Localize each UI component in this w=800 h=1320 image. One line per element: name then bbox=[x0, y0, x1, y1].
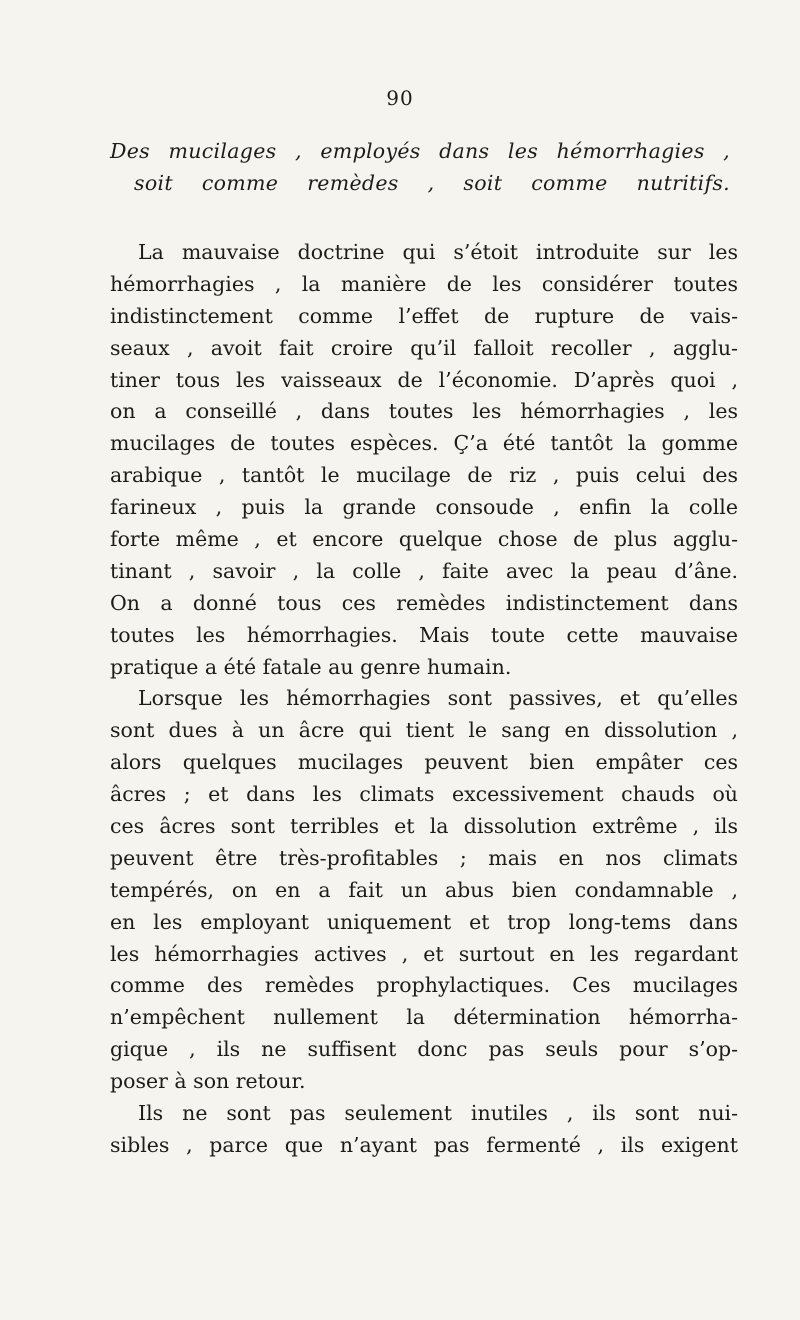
section-heading bbox=[110, 136, 730, 200]
text-line: toutes les hémorrhagies. Mais toute cette mauvaise bbox=[110, 622, 738, 647]
text-line: arabique , tantôt le mucilage de riz , puis celui des bbox=[110, 463, 738, 488]
text-line: n’empêchent nullement la détermination hémorrha- bbox=[110, 1005, 738, 1030]
text-line: farineux , puis la grande consoude , enfin la colle bbox=[110, 495, 738, 520]
text-line: tiner tous les vaisseaux de l’économie. D’après quoi , bbox=[110, 367, 738, 392]
text-line: poser à son retour. bbox=[110, 1069, 306, 1094]
text-line: on a conseillé , dans toutes les hémorrhagies , les bbox=[110, 399, 738, 424]
text-line: tinant , savoir , la colle , faite avec la peau d’âne. bbox=[110, 558, 738, 583]
heading-line: soit comme remèdes , soit comme nutritifs. bbox=[134, 170, 730, 195]
text-line: gique , ils ne suffisent donc pas seuls pour s’op- bbox=[110, 1037, 738, 1062]
text-line: mucilages de toutes espèces. Ç’a été tantôt la gomme bbox=[110, 431, 738, 456]
body-text bbox=[110, 237, 738, 1162]
text-line: pratique a été fatale au genre humain. bbox=[110, 654, 512, 679]
text-line: indistinctement comme l’effet de rupture de vais- bbox=[110, 303, 738, 328]
text-line: sibles , parce que n’ayant pas fermenté , ils exigent bbox=[110, 1132, 738, 1157]
text-line: La mauvaise doctrine qui s’étoit introduite sur les bbox=[138, 240, 738, 264]
text-line: en les employant uniquement et trop long-tems dans bbox=[110, 909, 738, 934]
text-line: forte même , et encore quelque chose de plus agglu- bbox=[110, 527, 738, 552]
text-line: alors quelques mucilages peuvent bien empâter ces bbox=[110, 750, 738, 775]
text-line: hémorrhagies , la manière de les considérer toutes bbox=[110, 271, 738, 296]
text-line: Ils ne sont pas seulement inutiles , ils sont nui- bbox=[138, 1101, 738, 1126]
text-line: tempérés, on en a fait un abus bien condamnable , bbox=[110, 877, 738, 902]
text-line: comme des remèdes prophylactiques. Ces mucilages bbox=[110, 973, 738, 998]
page-number: 90 bbox=[386, 86, 414, 110]
text-line: sont dues à un âcre qui tient le sang en dissolution , bbox=[110, 718, 738, 743]
text-line: âcres ; et dans les climats excessivement chauds où bbox=[110, 782, 738, 807]
text-line: ces âcres sont terribles et la dissolution extrême , ils bbox=[110, 814, 738, 839]
text-line: peuvent être très-profitables ; mais en nos climats bbox=[110, 845, 738, 870]
text-line: Lorsque les hémorrhagies sont passives, et qu’elles bbox=[138, 686, 738, 711]
heading-line: Des mucilages , employés dans les hémorrhagies , bbox=[110, 139, 730, 163]
text-line: seaux , avoit fait croire qu’il falloit recoller , agglu- bbox=[110, 335, 738, 360]
text-line: les hémorrhagies actives , et surtout en les regardant bbox=[110, 941, 738, 966]
text-line: On a donné tous ces remèdes indistinctement dans bbox=[110, 590, 738, 615]
